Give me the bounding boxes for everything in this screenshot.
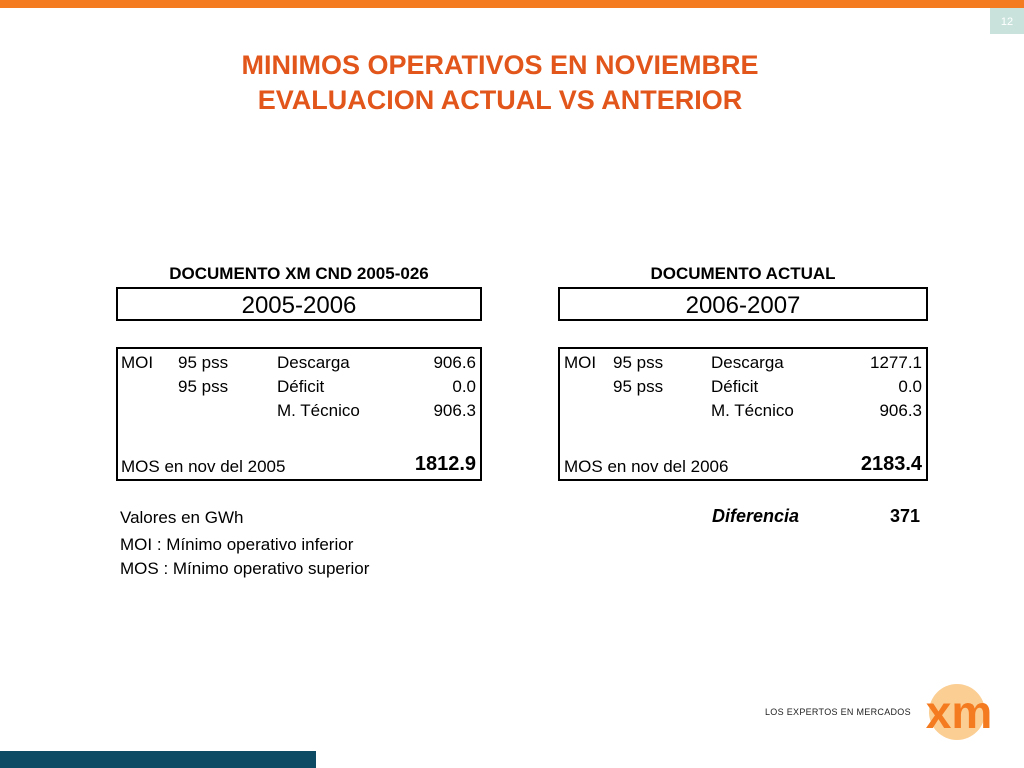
right-row-3-value: 906.3 <box>879 401 922 420</box>
right-data-box <box>558 347 928 481</box>
right-row-3-item: M. Técnico <box>711 401 794 420</box>
units-note: Valores en GWh <box>120 508 244 527</box>
left-mos-label: MOS en nov del 2005 <box>121 457 286 476</box>
right-row-2-item: Déficit <box>711 377 759 396</box>
left-data-box <box>116 347 482 481</box>
left-mos-value: 1812.9 <box>414 453 476 475</box>
right-row-1-value: 1277.1 <box>870 353 922 372</box>
left-moi-label: MOI <box>121 353 154 372</box>
right-mos-label: MOS en nov del 2006 <box>564 457 729 476</box>
right-row-2-value: 0.0 <box>898 377 922 396</box>
right-row-1-item: Descarga <box>711 353 784 372</box>
difference-value: 371 <box>889 506 920 526</box>
right-mos-value: 2183.4 <box>860 453 922 475</box>
difference-label: Diferencia <box>712 506 800 526</box>
logo-tagline: LOS EXPERTOS EN MERCADOS <box>765 707 911 717</box>
left-row-1-value: 906.6 <box>433 353 476 372</box>
left-row-2-value: 0.0 <box>452 377 476 396</box>
right-row-1-pss: 95 pss <box>613 353 664 372</box>
left-period-box: 2005-2006 <box>116 287 482 321</box>
right-period-box: 2006-2007 <box>558 287 928 321</box>
top-accent-bar <box>0 0 1024 8</box>
right-moi-label: MOI <box>564 353 597 372</box>
title-line-1: MINIMOS OPERATIVOS EN NOVIEMBRE <box>241 50 759 80</box>
left-row-1-pss: 95 pss <box>178 353 229 372</box>
title-line-2: EVALUACION ACTUAL VS ANTERIOR <box>257 85 743 115</box>
left-row-2-item: Déficit <box>277 377 325 396</box>
bottom-accent-bar <box>0 751 316 768</box>
left-row-3-value: 906.3 <box>433 401 476 420</box>
right-doc-heading: DOCUMENTO ACTUAL <box>650 264 836 283</box>
right-row-2-pss: 95 pss <box>613 377 664 396</box>
left-doc-heading: DOCUMENTO XM CND 2005-026 <box>169 264 429 283</box>
logo-text: xm <box>925 686 993 738</box>
left-row-3-item: M. Técnico <box>277 401 360 420</box>
moi-definition: MOI : Mínimo operativo inferior <box>120 535 354 554</box>
xm-logo <box>915 680 1005 746</box>
mos-definition: MOS : Mínimo operativo superior <box>120 559 370 578</box>
left-row-1-item: Descarga <box>277 353 350 372</box>
left-row-2-pss: 95 pss <box>178 377 229 396</box>
page-number: 12 <box>990 8 1024 34</box>
